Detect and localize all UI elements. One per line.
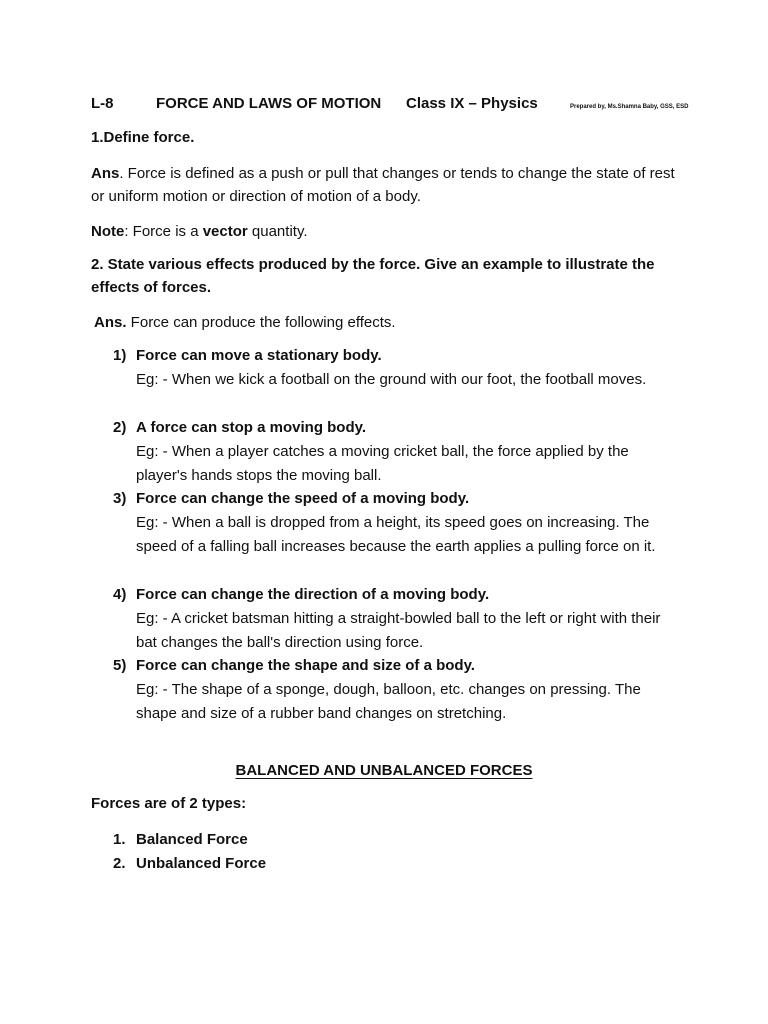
item-number: 4) xyxy=(113,586,127,603)
effect-example: Eg: - The shape of a sponge, dough, balloon, etc. changes on pressing. The shape and size of a rubber band changes on stretching. xyxy=(136,681,641,722)
note xyxy=(91,220,691,243)
ans-label: Ans xyxy=(91,165,120,182)
answer-2 xyxy=(94,311,694,334)
prepared-by: Prepared by, Ms.Shamna Baby, GSS, ESD xyxy=(570,104,689,110)
item-number: 2) xyxy=(113,419,127,436)
effect-title: Force can change the direction of a moving body. xyxy=(136,586,490,603)
item-number: 5) xyxy=(113,657,127,674)
effect-example: Eg: - A cricket batsman hitting a straight-bowled ball to the left or right with their bat changes the ball's direction using force. xyxy=(136,610,661,651)
answer-2-text: Force can produce the following effects. xyxy=(126,314,396,331)
answer-1 xyxy=(91,162,691,208)
note-text: : Force is a xyxy=(124,223,203,240)
lesson-number: L-8 xyxy=(91,95,114,112)
item-number: 2. xyxy=(113,855,126,872)
question-1: 1.Define force. xyxy=(91,129,195,146)
note-text-end: quantity. xyxy=(247,223,308,240)
effect-title: A force can stop a moving body. xyxy=(136,419,367,436)
answer-1-text: . Force is defined as a push or pull that changes or tends to change the state of rest or uniform motion or direction of motion of a body. xyxy=(91,165,675,205)
header-underline-row xyxy=(91,95,538,117)
force-type-label: Balanced Force xyxy=(136,831,248,848)
lesson-title: FORCE AND LAWS OF MOTION xyxy=(156,95,382,112)
question-2: 2. State various effects produced by the force. Give an example to illustrate the effects of forces. xyxy=(91,256,655,296)
section-intro: Forces are of 2 types: xyxy=(91,795,247,812)
effect-example: Eg: - When a ball is dropped from a height, its speed goes on increasing. The speed of a falling ball increases because the earth applies a pulling force on it. xyxy=(136,514,656,555)
item-number: 3) xyxy=(113,490,127,507)
ans-label: Ans. xyxy=(94,314,127,331)
note-vector: vector xyxy=(202,223,248,240)
effect-title: Force can change the shape and size of a body. xyxy=(136,657,475,674)
item-number: 1. xyxy=(113,831,126,848)
effect-title: Force can move a stationary body. xyxy=(136,347,382,364)
force-type-label: Unbalanced Force xyxy=(136,855,267,872)
effect-title: Force can change the speed of a moving body. xyxy=(136,490,470,507)
class-subject: Class IX – Physics xyxy=(406,95,538,112)
effect-example: Eg: - When a player catches a moving cricket ball, the force applied by the player's hands stops the moving ball. xyxy=(136,443,629,484)
section-heading: BALANCED AND UNBALANCED FORCES xyxy=(235,762,533,779)
effect-example: Eg: - When we kick a football on the ground with our foot, the football moves. xyxy=(136,371,647,388)
item-number: 1) xyxy=(113,347,127,364)
note-label: Note xyxy=(91,223,125,240)
